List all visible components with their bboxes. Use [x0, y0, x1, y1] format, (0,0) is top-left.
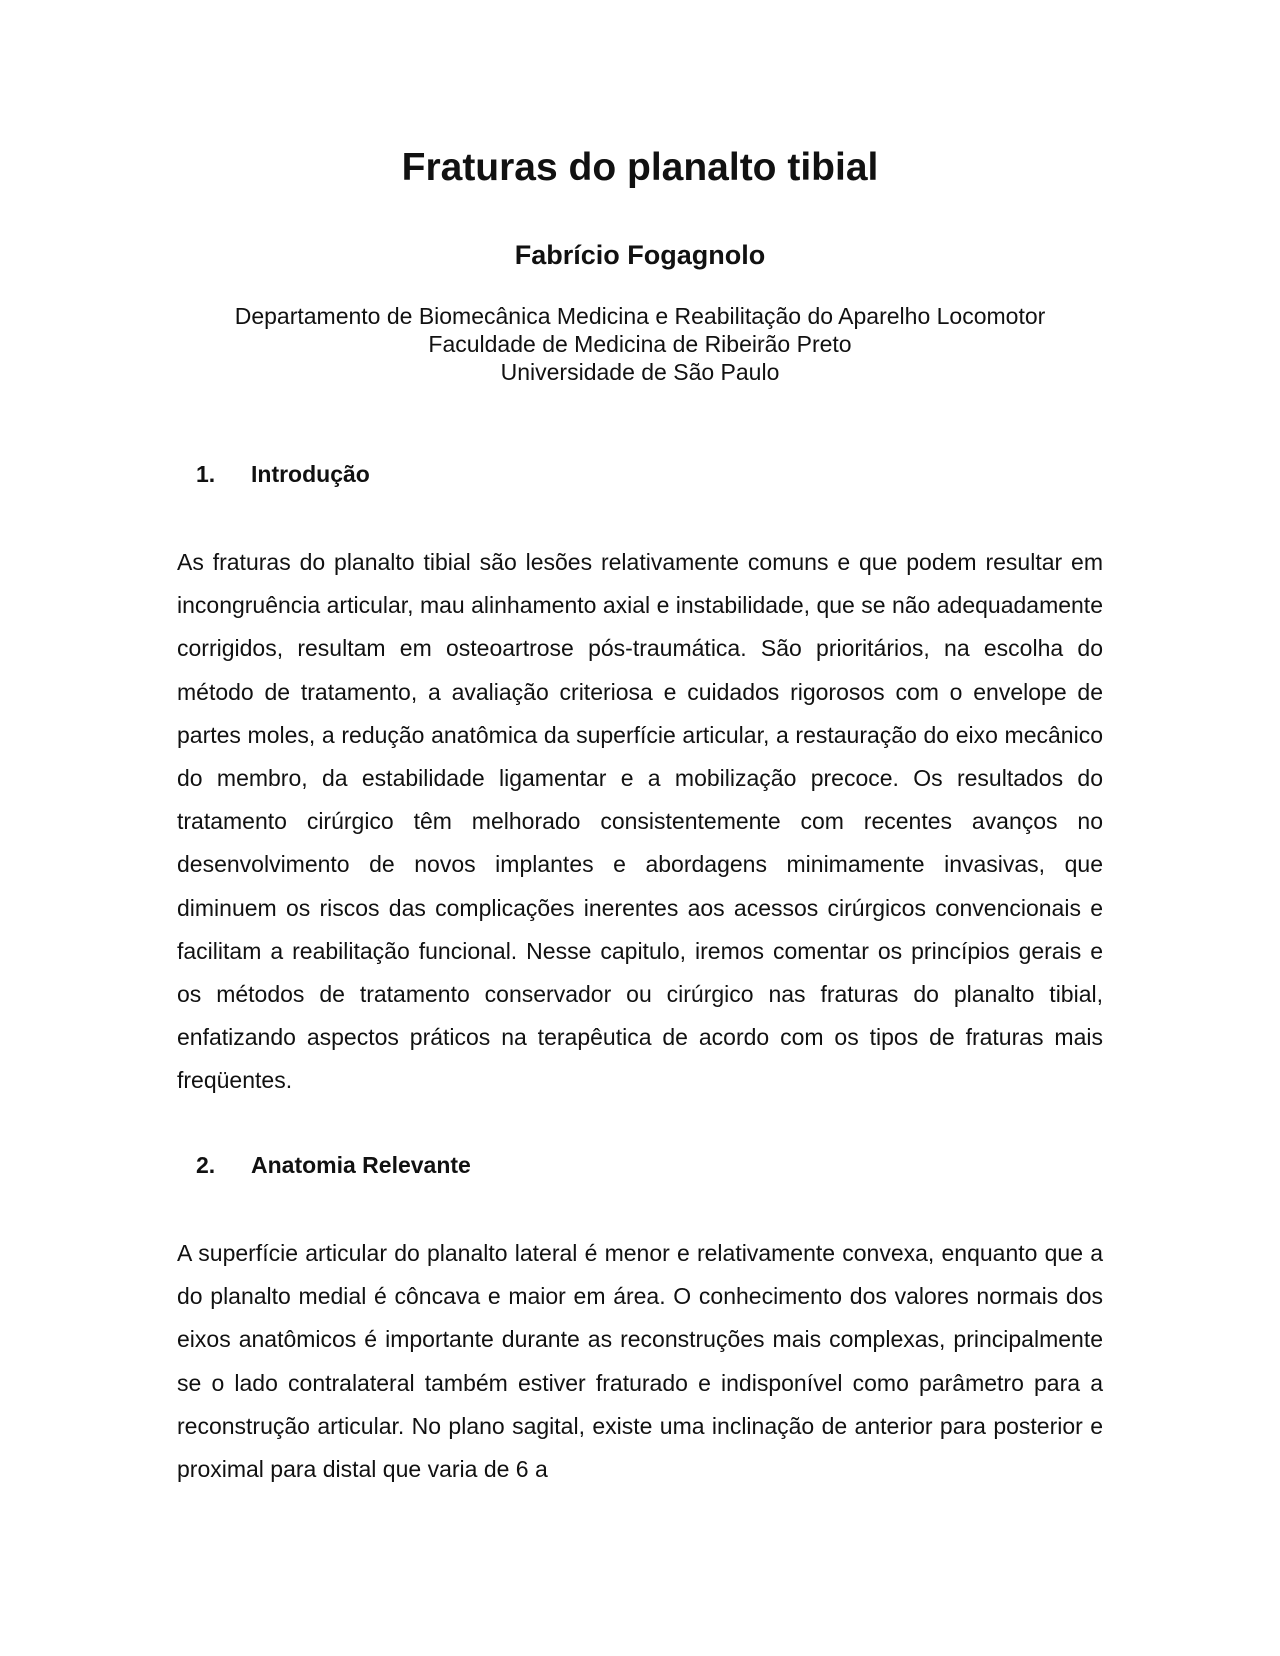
document-title: Fraturas do planalto tibial [401, 146, 879, 189]
affiliation-department: Departamento de Biomecânica Medicina e Reabilitação do Aparelho Locomotor [234, 303, 1046, 329]
affiliation-block [0, 302, 1280, 386]
body-paragraph-anatomia: A superfície articular do planalto lateral é menor e relativamente convexa, enquanto que a do planalto medial é côncava e maior em área. O conhecimento dos valores normais dos eixos anatômicos é importante durante as reconstruções mais complexas, principalmente se o lado contralateral também estiver fraturado e indisponível como parâmetro para a reconstrução articular. No plano sagital, existe uma inclinação de anterior para posterior e proximal para distal que varia de 6 a [177, 1240, 1103, 1483]
affiliation-faculty: Faculdade de Medicina de Ribeirão Preto [428, 331, 852, 357]
section-number: 2. [196, 1152, 216, 1178]
section-number: 1. [196, 461, 216, 487]
author-name: Fabrício Fogagnolo [514, 240, 766, 270]
section-heading-anatomia [196, 1150, 471, 1180]
section-heading-introducao [196, 459, 370, 489]
section-title: Anatomia Relevante [251, 1152, 471, 1178]
body-paragraph-introducao: As fraturas do planalto tibial são lesões relativamente comuns e que podem resultar em incongruência articular, mau alinhamento axial e instabilidade, que se não adequadamente corrigidos, resultam em osteoartrose pós-traumática. São prioritários, na escolha do método de tratamento, a avaliação criteriosa e cuidados rigorosos com o envelope de partes moles, a redução anatômica da superfície articular, a restauração do eixo mecânico do membro, da estabilidade ligamentar e a mobilização precoce. Os resultados do tratamento cirúrgico têm melhorado consistentemente com recentes avanços no desenvolvimento de novos implantes e abordagens minimamente invasivas, que diminuem os riscos das complicações inerentes aos acessos cirúrgicos convencionais e facilitam a reabilitação funcional. Nesse capitulo, iremos comentar os princípios gerais e os métodos de tratamento conservador ou cirúrgico nas fraturas do planalto tibial, enfatizando aspectos práticos na terapêutica de acordo com os tipos de fraturas mais freqüentes. [177, 549, 1103, 1094]
section-title: Introdução [251, 461, 370, 487]
affiliation-university: Universidade de São Paulo [500, 359, 780, 385]
